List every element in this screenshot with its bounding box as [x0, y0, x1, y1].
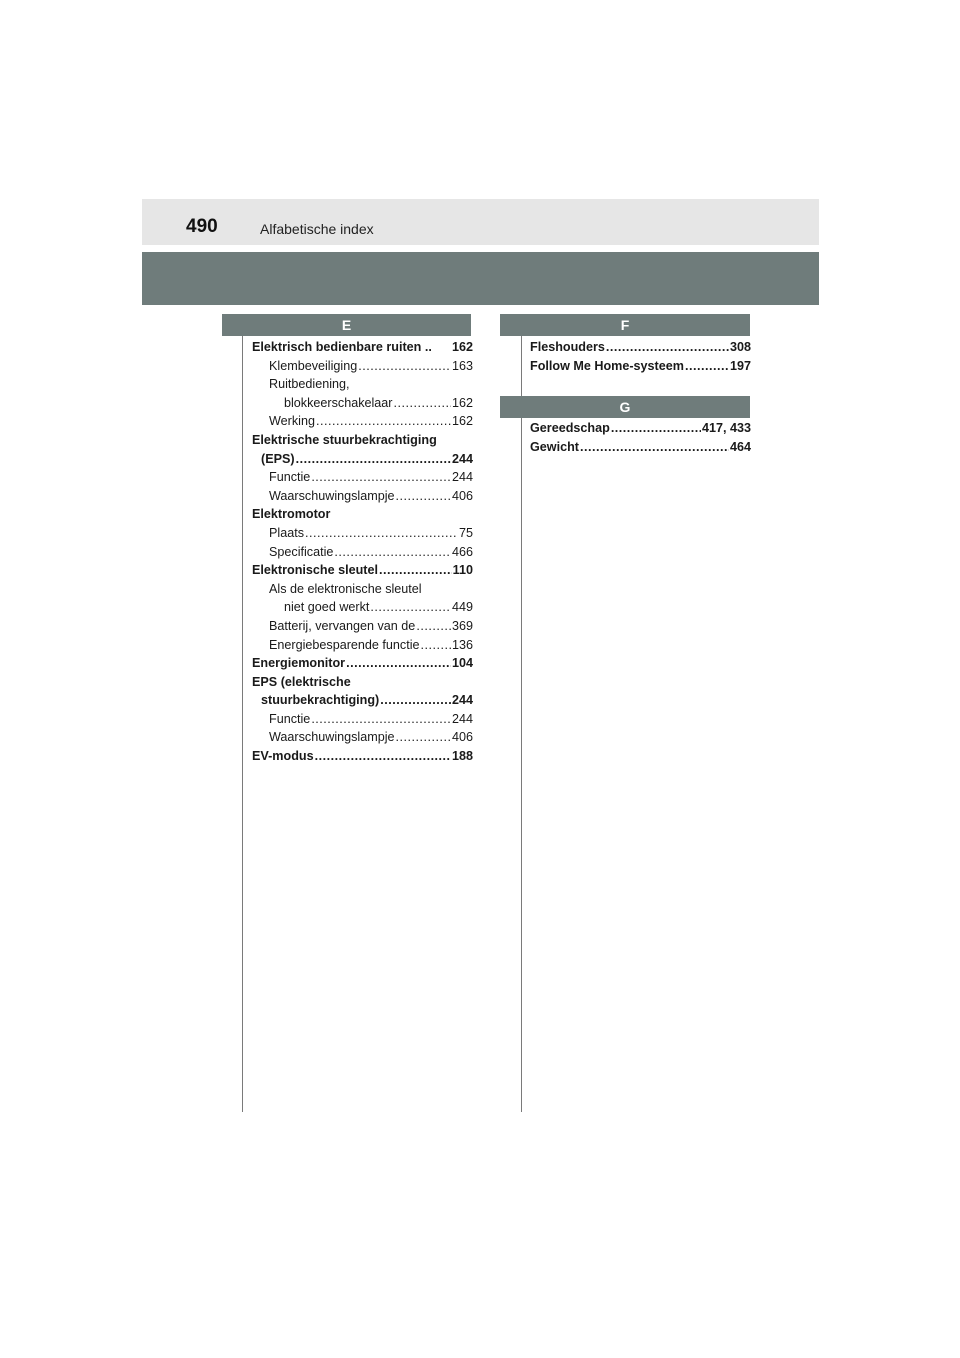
index-entry [252, 489, 473, 508]
entry-page-ref[interactable]: 162 [451, 414, 473, 429]
entry-term: Plaats [269, 525, 305, 540]
entry-term: Fleshouders [530, 340, 605, 354]
entry-page-ref[interactable]: 162 [451, 340, 473, 354]
entry-page-ref[interactable]: 104 [451, 656, 473, 671]
entry-page-ref[interactable]: 163 [451, 358, 473, 373]
index-entry [252, 340, 473, 359]
entry-term: Energiebesparende functie [269, 637, 420, 652]
entry-page-ref[interactable]: 406 [451, 730, 473, 745]
index-entry [252, 749, 473, 768]
entry-page-ref[interactable]: 417, 433 [701, 421, 751, 435]
index-entry [252, 563, 473, 582]
entry-term: Batterij, vervangen van de [269, 618, 416, 633]
dot-leader [379, 563, 452, 577]
entry-page-ref[interactable]: 244 [451, 711, 473, 726]
dot-leader [370, 600, 451, 614]
entry-term: niet goed werkt [284, 600, 370, 615]
entry-term: (EPS) [261, 451, 295, 466]
entry-term: Specificatie [269, 544, 334, 559]
entry-term: Werking [269, 414, 315, 429]
entry-page-ref[interactable]: 466 [451, 544, 473, 559]
entry-page-ref[interactable]: 244 [451, 470, 473, 485]
dot-leader [316, 414, 451, 428]
entries-e [252, 340, 473, 768]
index-entry [252, 433, 473, 452]
dot-leader [311, 470, 451, 484]
entry-page-ref[interactable]: 244 [451, 451, 473, 466]
entry-term: Elektronische sleutel [252, 563, 378, 578]
dot-leader [311, 712, 451, 726]
entry-term: EV-modus [252, 749, 314, 764]
dot-leader [606, 340, 729, 354]
dot-leader [396, 489, 451, 503]
entry-page-ref[interactable]: 197 [729, 358, 751, 373]
dot-leader [380, 693, 451, 707]
index-entry [252, 377, 473, 396]
entry-page-ref[interactable]: 464 [729, 439, 751, 454]
index-entry [252, 507, 473, 526]
entry-term: Functie [269, 470, 311, 485]
entry-term: Gereedschap [530, 421, 610, 435]
column-divider-right [521, 335, 522, 1112]
entry-term: EPS (elektrische [252, 674, 351, 689]
dot-leader [580, 440, 729, 454]
dot-leader [334, 545, 451, 559]
index-entry [252, 730, 473, 749]
entry-term: Gewicht [530, 439, 579, 454]
entry-term: blokkeerschakelaar [284, 395, 393, 410]
dot-leader [685, 359, 729, 373]
dot-leader [416, 619, 451, 633]
entry-page-ref[interactable]: 244 [451, 693, 473, 708]
entry-page-ref[interactable]: 136 [451, 637, 473, 652]
column-divider-left [242, 335, 243, 1112]
index-entry [252, 619, 473, 638]
entry-page-ref[interactable]: 369 [451, 618, 473, 633]
entry-term: Waarschuwingslampje [269, 730, 395, 745]
page-number: 490 [186, 216, 218, 237]
index-entry [252, 359, 473, 378]
header-bar [142, 199, 819, 245]
index-entry [252, 638, 473, 657]
letter-heading-e: E [222, 314, 471, 336]
index-entry [252, 414, 473, 433]
entry-term: Waarschuwingslampje [269, 488, 395, 503]
dot-leader [396, 730, 451, 744]
entry-term: Als de elektronische sleutel [269, 581, 422, 596]
entry-term: Ruitbediening, [269, 377, 350, 392]
entry-page-ref[interactable]: 449 [451, 600, 473, 615]
letter-heading-f: F [500, 314, 750, 336]
index-entry [252, 600, 473, 619]
dot-leader [305, 526, 458, 540]
index-entry [530, 440, 751, 459]
entries-f [530, 340, 751, 377]
letter-heading-g: G [500, 396, 750, 418]
index-entry [252, 675, 473, 694]
entries-g [530, 421, 751, 458]
index-entry [252, 656, 473, 675]
index-entry [252, 693, 473, 712]
entry-page-ref[interactable]: 75 [458, 525, 473, 540]
entry-page-ref[interactable]: 406 [451, 488, 473, 503]
index-entry [252, 545, 473, 564]
entry-term: Elektrisch bedienbare ruiten .. [252, 340, 432, 354]
dot-leader [358, 359, 451, 373]
entry-term: Elektromotor [252, 507, 331, 522]
entry-term: Functie [269, 711, 311, 726]
index-entry [252, 470, 473, 489]
index-entry [530, 340, 751, 359]
dot-leader [394, 396, 451, 410]
dot-leader [421, 638, 451, 652]
dot-leader [315, 749, 451, 763]
index-entry [252, 452, 473, 471]
entry-page-ref[interactable]: 110 [452, 563, 473, 578]
entry-term: Elektrische stuurbekrachtiging [252, 432, 437, 447]
entry-term: Energiemonitor [252, 656, 346, 671]
dot-leader [346, 656, 451, 670]
index-entry [530, 359, 751, 378]
dot-leader [611, 421, 701, 435]
index-entry [252, 582, 473, 601]
entry-page-ref[interactable]: 162 [451, 395, 473, 410]
entry-term: Follow Me Home-systeem [530, 358, 684, 373]
entry-term: Klembeveiliging [269, 358, 358, 373]
entry-term: stuurbekrachtiging) [261, 693, 380, 708]
index-entry [252, 396, 473, 415]
index-entry [530, 421, 751, 440]
index-entry [252, 712, 473, 731]
entry-page-ref[interactable]: 188 [451, 749, 473, 764]
section-title: Alfabetische index [260, 221, 374, 237]
index-entry [252, 526, 473, 545]
entry-page-ref[interactable]: 308 [729, 340, 751, 354]
chapter-band [142, 252, 819, 305]
dot-leader [296, 452, 451, 466]
